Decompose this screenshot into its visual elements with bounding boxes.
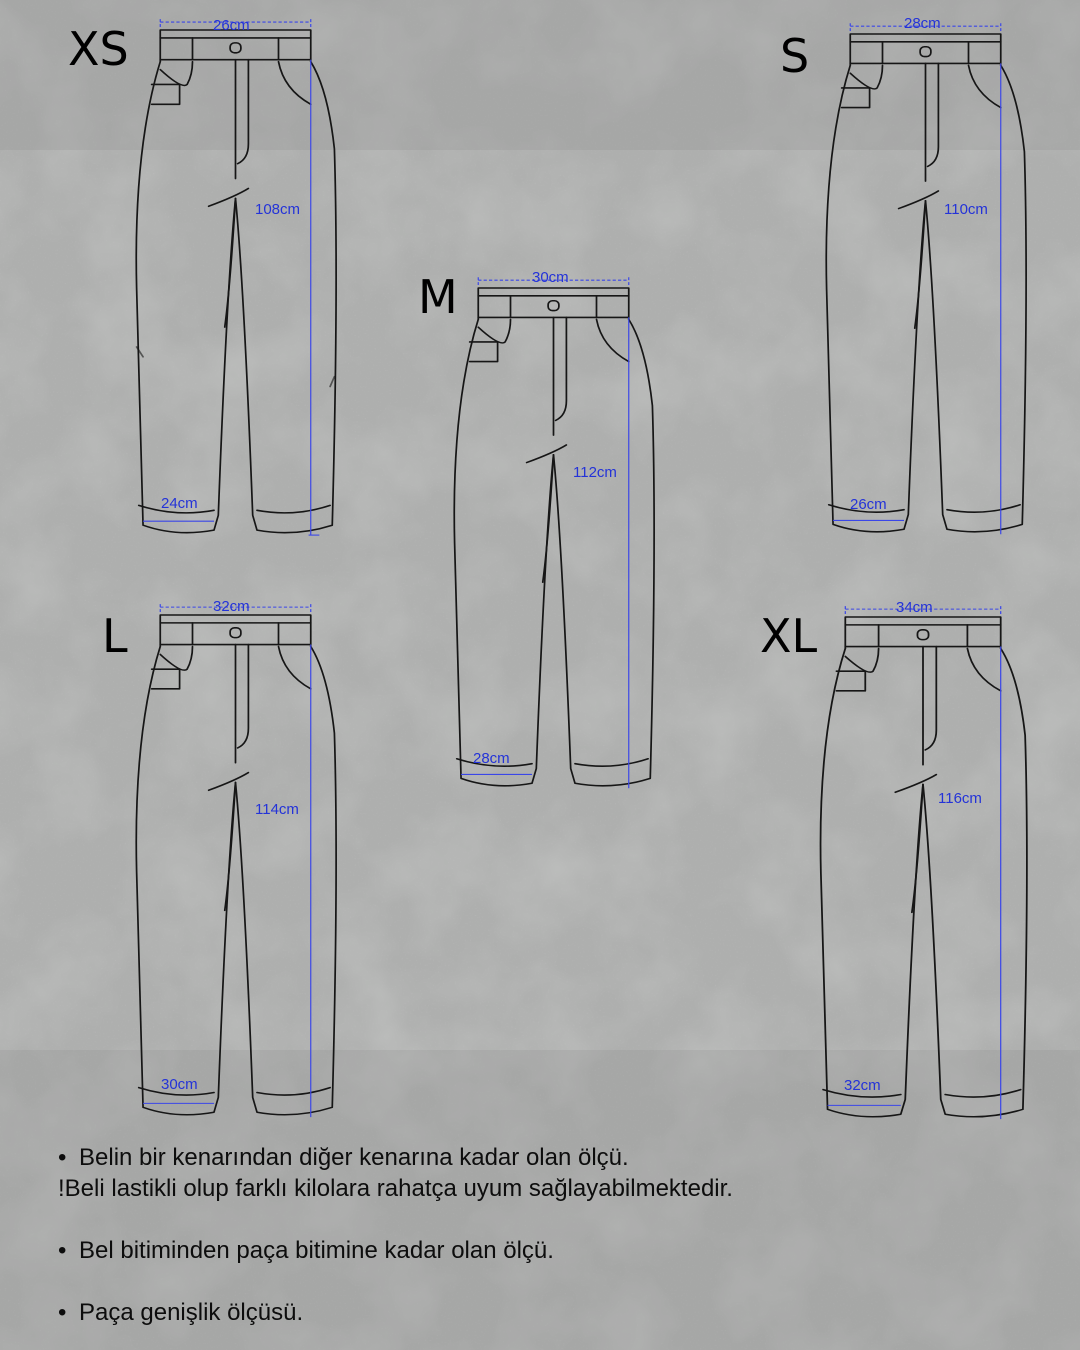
note-elastic: !Beli lastikli olup farklı kilolara rahatça uyum sağlayabilmektedir. bbox=[58, 1175, 733, 1202]
measure-lines bbox=[833, 22, 1001, 534]
bullet: • bbox=[58, 1299, 67, 1326]
pants-outline bbox=[454, 288, 654, 786]
measure-lines bbox=[143, 603, 311, 1117]
length-measure-xl: 116cm bbox=[938, 790, 982, 807]
size-label-s: S bbox=[780, 29, 810, 83]
note-length bbox=[58, 1235, 1038, 1266]
pants-sketch-xl bbox=[812, 617, 1034, 1129]
measure-lines bbox=[461, 276, 629, 788]
pants-outline bbox=[826, 34, 1026, 532]
measure-lines bbox=[143, 18, 319, 535]
note-waist-text: Belin bir kenarından diğer kenarına kadar olan ölçü. bbox=[79, 1144, 629, 1171]
length-measure-l: 114cm bbox=[255, 801, 299, 818]
note-hem bbox=[58, 1297, 1038, 1328]
length-measure-s: 110cm bbox=[944, 201, 988, 218]
pants-sketch-s bbox=[818, 34, 1033, 544]
size-label-l: L bbox=[102, 609, 128, 663]
note-waist bbox=[58, 1142, 1038, 1173]
waist-measure-xl: 34cm bbox=[896, 599, 933, 616]
note-length-text: Bel bitiminden paça bitimine kadar olan ölçü. bbox=[79, 1237, 554, 1264]
pants-outline bbox=[821, 617, 1027, 1117]
hem-measure-l: 30cm bbox=[161, 1076, 198, 1093]
waist-measure-m: 30cm bbox=[532, 269, 569, 286]
size-label-xs: XS bbox=[68, 22, 129, 76]
pants-outline bbox=[136, 615, 336, 1115]
pants-sketch-m bbox=[446, 288, 661, 798]
bullet: • bbox=[58, 1237, 67, 1264]
pants-outline bbox=[136, 30, 336, 533]
hem-measure-s: 26cm bbox=[850, 496, 887, 513]
note-hem-text: Paça genişlik ölçüsü. bbox=[79, 1299, 304, 1326]
length-measure-xs: 108cm bbox=[255, 201, 301, 218]
pants-sketch-l bbox=[128, 615, 343, 1127]
measurement-notes bbox=[58, 1142, 1038, 1328]
size-label-m: M bbox=[418, 270, 458, 324]
waist-measure-xs: 26cm bbox=[213, 17, 250, 34]
hem-measure-m: 28cm bbox=[473, 750, 510, 767]
waist-measure-l: 32cm bbox=[213, 598, 250, 615]
hem-measure-xs: 24cm bbox=[161, 495, 198, 512]
measure-lines bbox=[828, 605, 1001, 1119]
hem-measure-xl: 32cm bbox=[844, 1077, 881, 1094]
bullet: • bbox=[58, 1144, 67, 1171]
waist-measure-s: 28cm bbox=[904, 15, 941, 32]
length-measure-m: 112cm bbox=[573, 464, 617, 481]
size-label-xl: XL bbox=[760, 609, 818, 663]
pants-sketch-xs bbox=[128, 30, 343, 545]
